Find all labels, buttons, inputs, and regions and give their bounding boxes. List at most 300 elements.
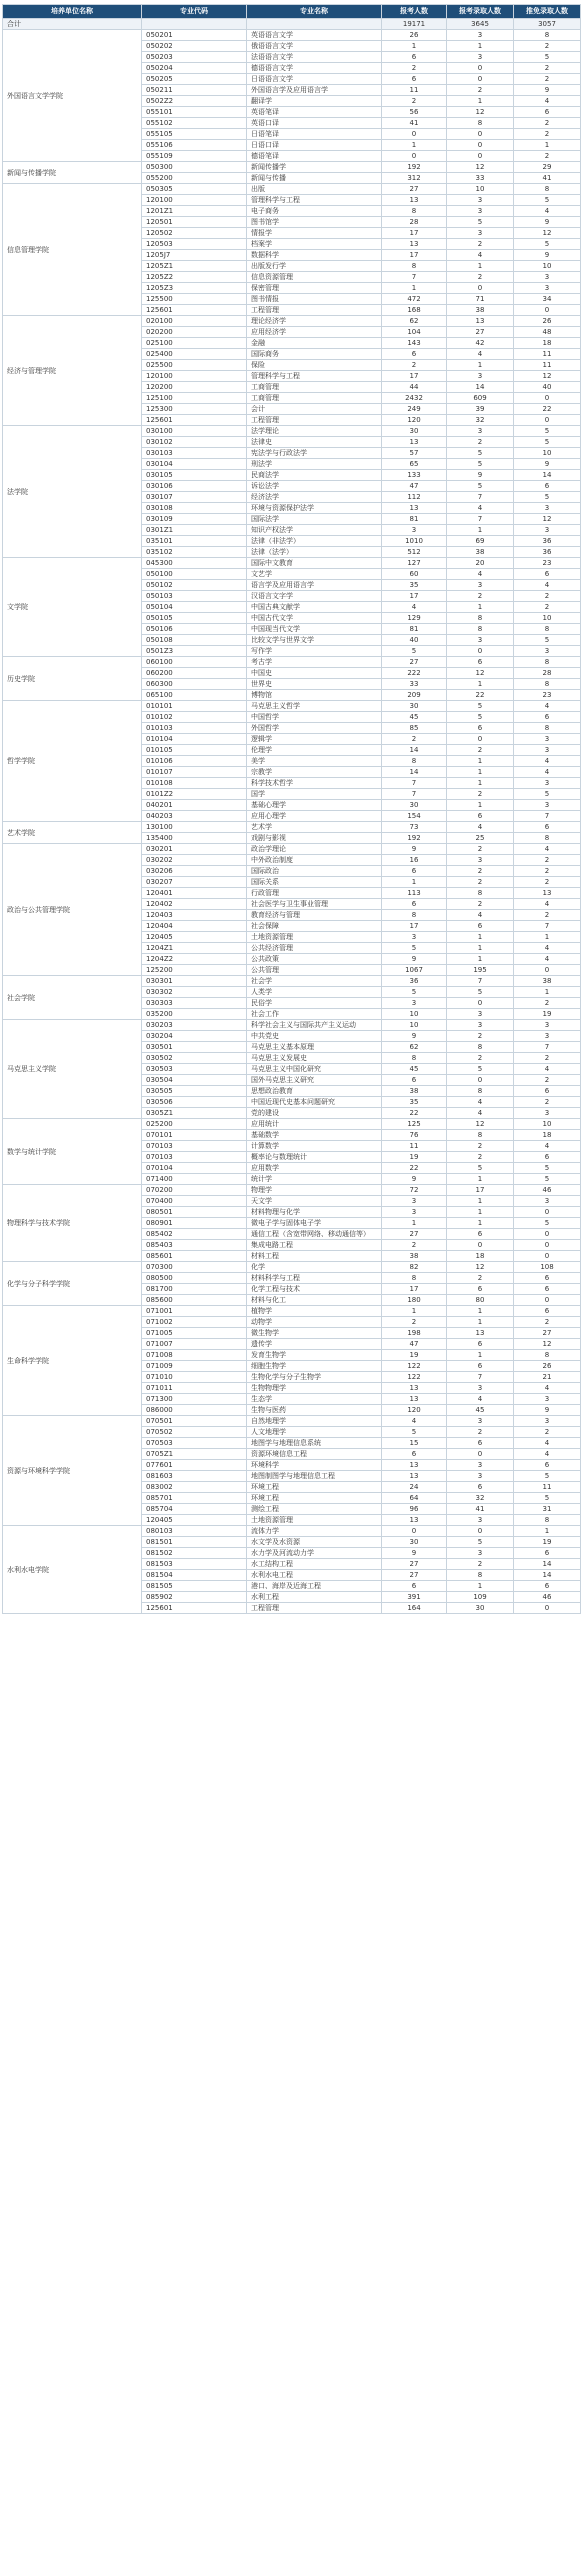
cell-applicants: 72: [382, 1185, 447, 1196]
cell-applicants: 15: [382, 1438, 447, 1449]
cell-exempt: 5: [514, 492, 581, 503]
table-row: [3, 1020, 581, 1031]
cell-major: 港口、海岸及近海工程: [247, 1581, 382, 1592]
cell-code: 045300: [142, 558, 247, 569]
cell-admitted: 2: [447, 1559, 514, 1570]
header-major: 专业名称: [247, 5, 382, 19]
cell-code: 020100: [142, 316, 247, 327]
cell-major: 伦理学: [247, 745, 382, 756]
cell-exempt: 2: [514, 1097, 581, 1108]
cell-major: 戏剧与影视: [247, 833, 382, 844]
cell-major: 法律（法学）: [247, 547, 382, 558]
cell-major: 流体力学: [247, 1526, 382, 1537]
cell-exempt: 6: [514, 1306, 581, 1317]
cell-exempt: 3: [514, 272, 581, 283]
cell-applicants: 7: [382, 789, 447, 800]
cell-major: 应用心理学: [247, 811, 382, 822]
cell-major: 国际商务: [247, 349, 382, 360]
cell-exempt: 6: [514, 107, 581, 118]
cell-major: 国际中文教育: [247, 558, 382, 569]
table-row: [3, 1262, 581, 1273]
cell-admitted: 5: [447, 459, 514, 470]
cell-major: 管理科学与工程: [247, 195, 382, 206]
cell-major: 生态学: [247, 1394, 382, 1405]
cell-exempt: 4: [514, 701, 581, 712]
cell-admitted: 1: [447, 943, 514, 954]
cell-exempt: 18: [514, 1130, 581, 1141]
cell-applicants: 2: [382, 63, 447, 74]
cell-applicants: 62: [382, 1042, 447, 1053]
cell-exempt: 2: [514, 591, 581, 602]
cell-major: 保险: [247, 360, 382, 371]
cell-major: 诉讼法学: [247, 481, 382, 492]
cell-applicants: 10: [382, 1009, 447, 1020]
cell-major: 法律史: [247, 437, 382, 448]
cell-code: 070501: [142, 1416, 247, 1427]
cell-exempt: 10: [514, 448, 581, 459]
cell-applicants: 6: [382, 899, 447, 910]
cell-applicants: 9: [382, 1031, 447, 1042]
cell-admitted: 4: [447, 569, 514, 580]
cell-admitted: 1: [447, 778, 514, 789]
cell-exempt: 23: [514, 690, 581, 701]
cell-applicants: 38: [382, 1086, 447, 1097]
cell-major: 细胞生物学: [247, 1361, 382, 1372]
cell-code: 081505: [142, 1581, 247, 1592]
cell-applicants: 2: [382, 96, 447, 107]
cell-exempt: 2: [514, 1317, 581, 1328]
cell-admitted: 2: [447, 1031, 514, 1042]
cell-exempt: 5: [514, 239, 581, 250]
cell-applicants: 6: [382, 349, 447, 360]
cell-exempt: 0: [514, 1207, 581, 1218]
cell-major: 日语语言文学: [247, 74, 382, 85]
cell-exempt: 4: [514, 1064, 581, 1075]
cell-major: 中共党史: [247, 1031, 382, 1042]
cell-admitted: 45: [447, 1405, 514, 1416]
cell-admitted: 33: [447, 173, 514, 184]
cell-admitted: 8: [447, 1130, 514, 1141]
cell-applicants: 76: [382, 1130, 447, 1141]
cell-major: 民俗学: [247, 998, 382, 1009]
cell-applicants: 104: [382, 327, 447, 338]
cell-code: 1205Z2: [142, 272, 247, 283]
cell-major: 水文学及水资源: [247, 1537, 382, 1548]
cell-major: 动物学: [247, 1317, 382, 1328]
cell-major: 世界史: [247, 679, 382, 690]
cell-code: 071010: [142, 1372, 247, 1383]
cell-code: 085601: [142, 1251, 247, 1262]
cell-exempt: 8: [514, 184, 581, 195]
cell-exempt: 2: [514, 63, 581, 74]
cell-admitted: 5: [447, 448, 514, 459]
cell-major: 管理科学与工程: [247, 371, 382, 382]
cell-major: 资源环境信息工程: [247, 1449, 382, 1460]
cell-code: 120503: [142, 239, 247, 250]
cell-applicants: 6: [382, 1075, 447, 1086]
cell-applicants: 96: [382, 1504, 447, 1515]
cell-major: 微电子学与固体电子学: [247, 1218, 382, 1229]
cell-admitted: 2: [447, 745, 514, 756]
cell-code: 070200: [142, 1185, 247, 1196]
cell-applicants: 0: [382, 129, 447, 140]
cell-code: 0501Z3: [142, 646, 247, 657]
cell-major: 工商管理: [247, 382, 382, 393]
cell-applicants: 168: [382, 305, 447, 316]
cell-admitted: 2: [447, 1053, 514, 1064]
cell-code: 055101: [142, 107, 247, 118]
cell-exempt: 8: [514, 1515, 581, 1526]
cell-major: 环境工程: [247, 1482, 382, 1493]
cell-applicants: 120: [382, 415, 447, 426]
cell-major: 法律（非法学）: [247, 536, 382, 547]
cell-exempt: 36: [514, 536, 581, 547]
cell-admitted: 5: [447, 1537, 514, 1548]
cell-major: 德语语言文学: [247, 63, 382, 74]
cell-applicants: 13: [382, 437, 447, 448]
cell-applicants: 30: [382, 1537, 447, 1548]
cell-exempt: 5: [514, 52, 581, 63]
cell-admitted: 71: [447, 294, 514, 305]
cell-code: 030206: [142, 866, 247, 877]
cell-code: 120100: [142, 371, 247, 382]
cell-code: 030301: [142, 976, 247, 987]
cell-exempt: 0: [514, 1240, 581, 1251]
cell-code: 035200: [142, 1009, 247, 1020]
cell-major: 政治学理论: [247, 844, 382, 855]
cell-admitted: 8: [447, 1042, 514, 1053]
cell-applicants: 35: [382, 1097, 447, 1108]
cell-major: 会计: [247, 404, 382, 415]
cell-code: 080501: [142, 1207, 247, 1218]
cell-admitted: 0: [447, 129, 514, 140]
header-college: 培养单位名称: [3, 5, 142, 19]
cell-applicants: 9: [382, 844, 447, 855]
table-row: [3, 30, 581, 41]
cell-admitted: 14: [447, 382, 514, 393]
cell-major: 文艺学: [247, 569, 382, 580]
cell-code: 1201Z1: [142, 206, 247, 217]
cell-major: 图书馆学: [247, 217, 382, 228]
cell-code: 085600: [142, 1295, 247, 1306]
total-row: [3, 19, 581, 30]
cell-major: 刑法学: [247, 459, 382, 470]
cell-applicants: 1010: [382, 536, 447, 547]
cell-code: 070300: [142, 1262, 247, 1273]
cell-major: 人文地理学: [247, 1427, 382, 1438]
cell-admitted: 6: [447, 1284, 514, 1295]
cell-applicants: 56: [382, 107, 447, 118]
cell-applicants: 27: [382, 1559, 447, 1570]
cell-applicants: 64: [382, 1493, 447, 1504]
cell-exempt: 6: [514, 1581, 581, 1592]
cell-major: 行政管理: [247, 888, 382, 899]
cell-major: 英语语言文学: [247, 30, 382, 41]
cell-major: 马克思主义基本原理: [247, 1042, 382, 1053]
cell-exempt: 4: [514, 767, 581, 778]
cell-code: 050104: [142, 602, 247, 613]
table-row: [3, 426, 581, 437]
cell-admitted: 38: [447, 305, 514, 316]
cell-code: 085402: [142, 1229, 247, 1240]
cell-major: 金融: [247, 338, 382, 349]
cell-code: 050100: [142, 569, 247, 580]
cell-applicants: 192: [382, 833, 447, 844]
cell-major: 语言学及应用语言学: [247, 580, 382, 591]
cell-code: 120100: [142, 195, 247, 206]
total-admitted: 3645: [447, 19, 514, 30]
cell-code: 086000: [142, 1405, 247, 1416]
cell-code: 050106: [142, 624, 247, 635]
cell-code: 071400: [142, 1174, 247, 1185]
college-name: 生命科学学院: [3, 1306, 142, 1416]
cell-exempt: 2: [514, 118, 581, 129]
table-row: [3, 1306, 581, 1317]
cell-admitted: 609: [447, 393, 514, 404]
cell-admitted: 7: [447, 976, 514, 987]
cell-admitted: 2: [447, 789, 514, 800]
cell-applicants: 82: [382, 1262, 447, 1273]
cell-code: 030108: [142, 503, 247, 514]
cell-code: 025400: [142, 349, 247, 360]
cell-exempt: 9: [514, 217, 581, 228]
cell-exempt: 12: [514, 1339, 581, 1350]
cell-code: 035101: [142, 536, 247, 547]
total-label: 合计: [3, 19, 142, 30]
cell-admitted: 1: [447, 1306, 514, 1317]
cell-applicants: 9: [382, 1548, 447, 1559]
cell-major: 艺术学: [247, 822, 382, 833]
cell-applicants: 73: [382, 822, 447, 833]
cell-code: 120501: [142, 217, 247, 228]
cell-admitted: 8: [447, 1086, 514, 1097]
cell-code: 0502Z2: [142, 96, 247, 107]
cell-applicants: 127: [382, 558, 447, 569]
cell-major: 中国史: [247, 668, 382, 679]
cell-admitted: 4: [447, 349, 514, 360]
cell-admitted: 5: [447, 701, 514, 712]
cell-applicants: 19: [382, 1350, 447, 1361]
cell-applicants: 81: [382, 624, 447, 635]
cell-applicants: 41: [382, 118, 447, 129]
cell-code: 125300: [142, 404, 247, 415]
total-empty-code: [142, 19, 247, 30]
cell-major: 法语语言文学: [247, 52, 382, 63]
cell-admitted: 0: [447, 1075, 514, 1086]
cell-major: 新闻传播学: [247, 162, 382, 173]
college-name: 物理科学与技术学院: [3, 1185, 142, 1262]
cell-major: 档案学: [247, 239, 382, 250]
cell-admitted: 1: [447, 1317, 514, 1328]
cell-code: 085704: [142, 1504, 247, 1515]
cell-major: 图书情报: [247, 294, 382, 305]
cell-applicants: 5: [382, 987, 447, 998]
cell-admitted: 0: [447, 283, 514, 294]
cell-exempt: 4: [514, 1383, 581, 1394]
cell-applicants: 17: [382, 591, 447, 602]
cell-major: 水力学及河流动力学: [247, 1548, 382, 1559]
cell-major: 中国近现代史基本问题研究: [247, 1097, 382, 1108]
cell-applicants: 11: [382, 85, 447, 96]
cell-exempt: 0: [514, 1603, 581, 1614]
cell-applicants: 47: [382, 481, 447, 492]
cell-admitted: 2: [447, 866, 514, 877]
cell-admitted: 6: [447, 657, 514, 668]
cell-applicants: 198: [382, 1328, 447, 1339]
cell-applicants: 7: [382, 778, 447, 789]
cell-applicants: 13: [382, 1515, 447, 1526]
cell-exempt: 6: [514, 569, 581, 580]
cell-applicants: 133: [382, 470, 447, 481]
header-exempt: 推免录取人数: [514, 5, 581, 19]
cell-applicants: 13: [382, 1471, 447, 1482]
cell-code: 120404: [142, 921, 247, 932]
cell-admitted: 109: [447, 1592, 514, 1603]
cell-exempt: 3: [514, 734, 581, 745]
cell-applicants: 1067: [382, 965, 447, 976]
cell-applicants: 1: [382, 1306, 447, 1317]
cell-admitted: 80: [447, 1295, 514, 1306]
cell-code: 071009: [142, 1361, 247, 1372]
cell-exempt: 2: [514, 855, 581, 866]
cell-major: 党的建设: [247, 1108, 382, 1119]
cell-major: 生物与医药: [247, 1405, 382, 1416]
cell-applicants: 17: [382, 921, 447, 932]
cell-code: 080103: [142, 1526, 247, 1537]
cell-admitted: 3: [447, 855, 514, 866]
cell-applicants: 16: [382, 855, 447, 866]
cell-exempt: 19: [514, 1537, 581, 1548]
cell-admitted: 2: [447, 85, 514, 96]
cell-exempt: 2: [514, 998, 581, 1009]
cell-applicants: 45: [382, 712, 447, 723]
cell-exempt: 3: [514, 1031, 581, 1042]
cell-applicants: 222: [382, 668, 447, 679]
cell-code: 050201: [142, 30, 247, 41]
cell-applicants: 38: [382, 1251, 447, 1262]
cell-admitted: 1: [447, 767, 514, 778]
college-name: 资源与环境科学学院: [3, 1416, 142, 1526]
cell-major: 民商法学: [247, 470, 382, 481]
cell-code: 070503: [142, 1438, 247, 1449]
cell-code: 030202: [142, 855, 247, 866]
cell-code: 030502: [142, 1053, 247, 1064]
cell-major: 国学: [247, 789, 382, 800]
cell-exempt: 2: [514, 910, 581, 921]
table-row: [3, 316, 581, 327]
cell-exempt: 4: [514, 756, 581, 767]
cell-applicants: 3: [382, 525, 447, 536]
cell-admitted: 39: [447, 404, 514, 415]
cell-exempt: 23: [514, 558, 581, 569]
cell-major: 中国古代文学: [247, 613, 382, 624]
cell-major: 俄语语言文学: [247, 41, 382, 52]
cell-admitted: 1: [447, 1196, 514, 1207]
cell-applicants: 5: [382, 943, 447, 954]
cell-exempt: 12: [514, 228, 581, 239]
cell-major: 环境工程: [247, 1493, 382, 1504]
cell-admitted: 69: [447, 536, 514, 547]
cell-admitted: 32: [447, 415, 514, 426]
table-row: [3, 162, 581, 173]
cell-major: 汉语言文字学: [247, 591, 382, 602]
cell-applicants: 1: [382, 1218, 447, 1229]
cell-applicants: 30: [382, 800, 447, 811]
cell-admitted: 1: [447, 932, 514, 943]
cell-major: 工程管理: [247, 1603, 382, 1614]
cell-major: 经济法学: [247, 492, 382, 503]
cell-admitted: 6: [447, 1482, 514, 1493]
cell-admitted: 2: [447, 1141, 514, 1152]
cell-code: 071008: [142, 1350, 247, 1361]
cell-exempt: 14: [514, 1559, 581, 1570]
cell-admitted: 27: [447, 327, 514, 338]
cell-code: 083002: [142, 1482, 247, 1493]
cell-code: 125500: [142, 294, 247, 305]
cell-code: 050202: [142, 41, 247, 52]
cell-code: 135400: [142, 833, 247, 844]
cell-major: 国际关系: [247, 877, 382, 888]
cell-major: 信息资源管理: [247, 272, 382, 283]
cell-admitted: 1: [447, 602, 514, 613]
cell-exempt: 4: [514, 954, 581, 965]
cell-exempt: 27: [514, 1328, 581, 1339]
cell-major: 翻译学: [247, 96, 382, 107]
cell-admitted: 0: [447, 140, 514, 151]
cell-major: 材料工程: [247, 1251, 382, 1262]
cell-admitted: 42: [447, 338, 514, 349]
cell-major: 比较文学与世界文学: [247, 635, 382, 646]
cell-code: 040201: [142, 800, 247, 811]
cell-admitted: 1: [447, 360, 514, 371]
cell-exempt: 3: [514, 503, 581, 514]
cell-major: 新闻与传播: [247, 173, 382, 184]
cell-major: 植物学: [247, 1306, 382, 1317]
cell-exempt: 2: [514, 866, 581, 877]
cell-admitted: 4: [447, 1394, 514, 1405]
table-row: [3, 1185, 581, 1196]
cell-admitted: 41: [447, 1504, 514, 1515]
cell-admitted: 1: [447, 261, 514, 272]
cell-applicants: 19: [382, 1152, 447, 1163]
cell-admitted: 2: [447, 1152, 514, 1163]
cell-exempt: 4: [514, 943, 581, 954]
cell-admitted: 2: [447, 844, 514, 855]
cell-code: 071005: [142, 1328, 247, 1339]
cell-admitted: 5: [447, 481, 514, 492]
cell-exempt: 2: [514, 602, 581, 613]
cell-admitted: 8: [447, 118, 514, 129]
cell-exempt: 3: [514, 800, 581, 811]
cell-applicants: 13: [382, 195, 447, 206]
cell-code: 030100: [142, 426, 247, 437]
cell-exempt: 26: [514, 1361, 581, 1372]
cell-admitted: 3: [447, 580, 514, 591]
cell-major: 理论经济学: [247, 316, 382, 327]
cell-admitted: 3: [447, 635, 514, 646]
cell-applicants: 2: [382, 1317, 447, 1328]
cell-code: 030203: [142, 1020, 247, 1031]
cell-major: 环境与资源保护法学: [247, 503, 382, 514]
cell-code: 010106: [142, 756, 247, 767]
cell-major: 水利水电工程: [247, 1570, 382, 1581]
cell-code: 065100: [142, 690, 247, 701]
cell-applicants: 28: [382, 217, 447, 228]
cell-major: 遗传学: [247, 1339, 382, 1350]
cell-admitted: 6: [447, 1438, 514, 1449]
cell-applicants: 40: [382, 635, 447, 646]
cell-applicants: 17: [382, 250, 447, 261]
